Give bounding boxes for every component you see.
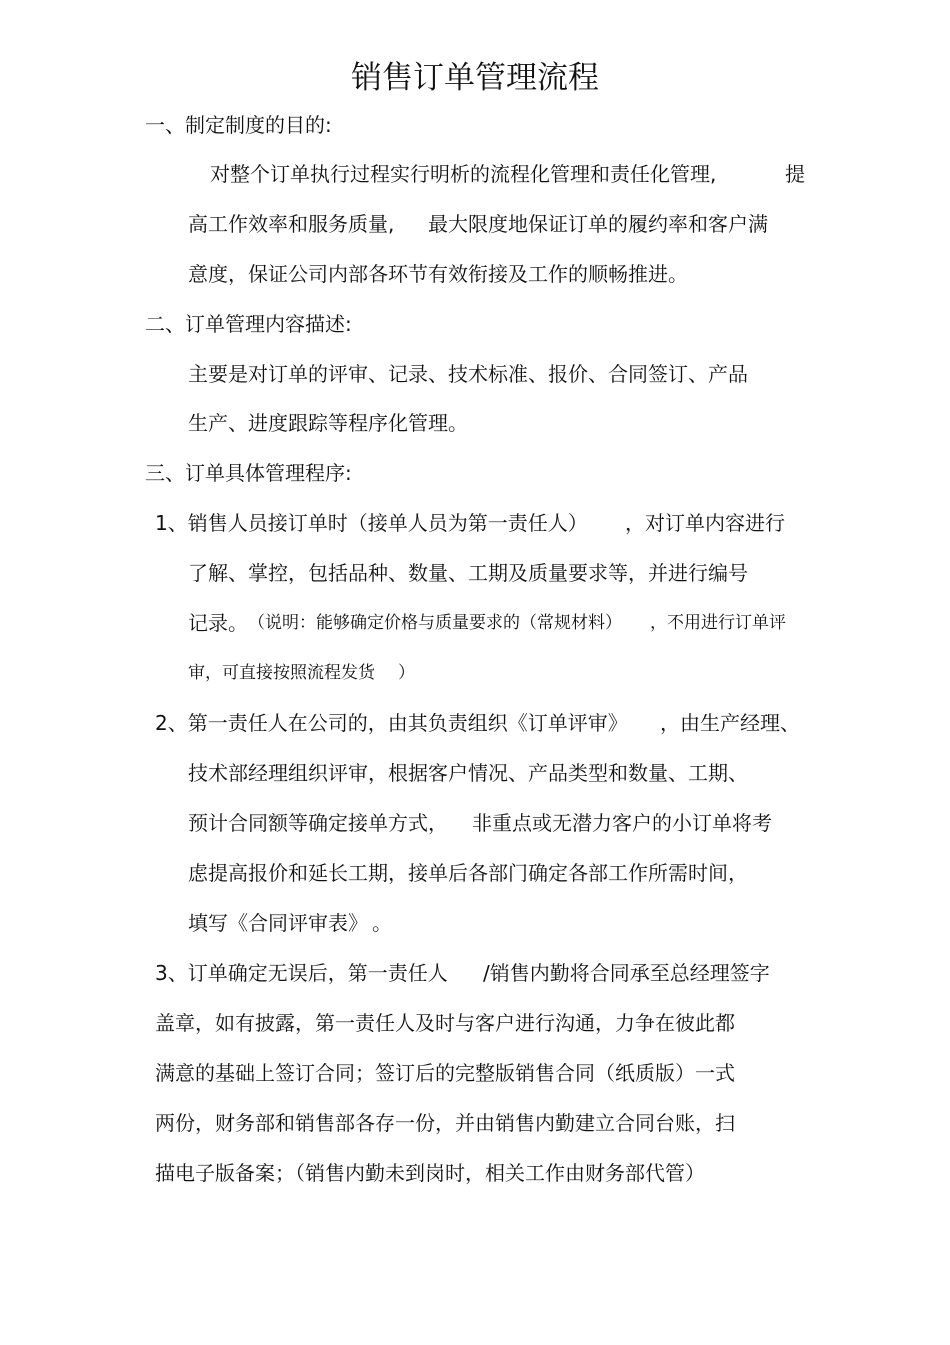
step-3-line: 3、订单确定无误后，第一责任人 (155, 961, 448, 985)
paragraph-line: 高工作效率和服务质量, (188, 212, 395, 236)
step-1-note: ，不用进行订单评 (650, 613, 786, 633)
paragraph-line: 对整个订单执行过程实行明析的流程化管理和责任化管理, (210, 162, 717, 186)
heading-content: 二、订单管理内容描述: (145, 312, 352, 336)
heading-purpose: 一、制定制度的目的: (145, 113, 332, 137)
step-2-line: 。 (372, 911, 392, 935)
paragraph-line: 最大限度地保证订单的履约率和客户满 (428, 212, 768, 236)
paragraph-line: 意度，保证公司内部各环节有效衔接及工作的顺畅推进。 (188, 262, 688, 286)
step-3-line: /销售内勤将合同承至总经理签字 (483, 961, 770, 985)
step-3-line: 两份，财务部和销售部各存一份，并由销售内勤建立合同台账，扫 (155, 1111, 735, 1135)
step-2-line: 2、第一责任人在公司的，由其负责组织《订单评审》 (155, 711, 628, 735)
step-2-line: 技术部经理组织评审，根据客户情况、产品类型和数量、工期、 (188, 761, 748, 785)
paragraph-line: 生产、进度跟踪等程序化管理。 (188, 411, 468, 435)
heading-procedure: 三、订单具体管理程序: (145, 461, 352, 485)
step-1-note: 审，可直接按照流程发货 (188, 663, 375, 683)
step-1-line: 1、销售人员接订单时（接单人员为第一责任人） (155, 511, 588, 535)
document-title: 销售订单管理流程 (351, 60, 599, 96)
step-1-line: ，对订单内容进行 (625, 511, 785, 535)
step-2-line: 虑提高报价和延长工期，接单后各部门确定各部工作所需时间， (188, 861, 748, 885)
paragraph-line: 提 (785, 162, 805, 186)
step-1-line: 了解、掌控，包括品种、数量、工期及质量要求等，并进行编号 (188, 561, 748, 585)
step-1-note: ） (398, 663, 415, 683)
step-1-note: （说明：能够确定价格与质量要求的（常规材料） (248, 613, 622, 633)
step-3-line: 满意的基础上签订合同；签订后的完整版销售合同（纸质版）一式 (155, 1061, 735, 1085)
step-2-line: 预计合同额等确定接单方式， (188, 811, 448, 835)
step-3-line: 盖章，如有披露，第一责任人及时与客户进行沟通，力争在彼此都 (155, 1011, 735, 1035)
step-2-line: ，由生产经理、 (660, 711, 800, 735)
step-3-line: 描电子版备案；（销售内勤未到岗时，相关工作由财务部代管） (155, 1161, 705, 1185)
step-2-line: 填写《合同评审表》 (188, 911, 368, 935)
step-2-line: 非重点或无潜力客户的小订单将考 (472, 811, 772, 835)
step-1-line: 记录。 (188, 611, 248, 635)
paragraph-line: 主要是对订单的评审、记录、技术标准、报价、合同签订、产品 (188, 362, 748, 386)
